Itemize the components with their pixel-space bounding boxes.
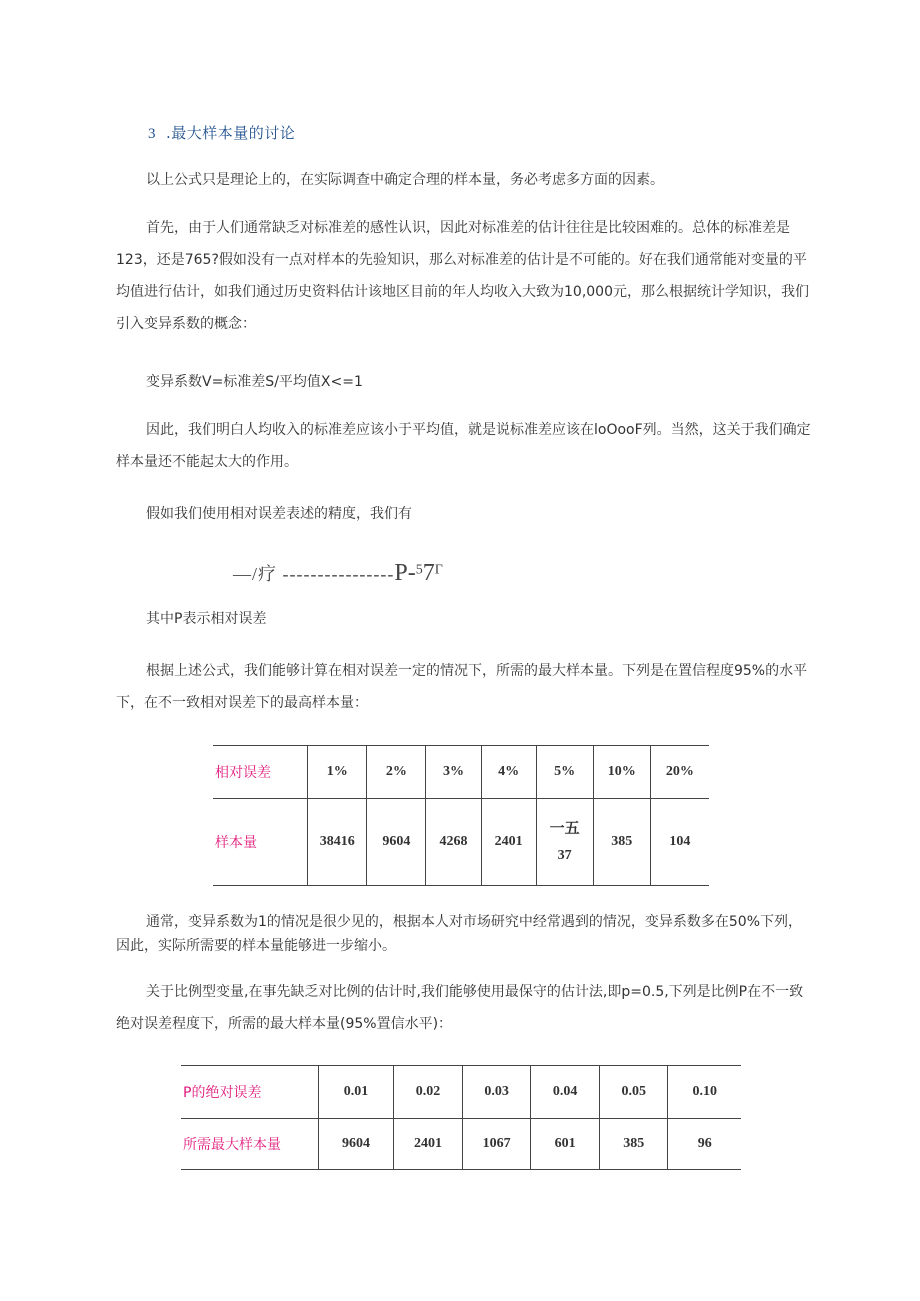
section-title: .最大样本量的讨论: [166, 124, 296, 142]
table-cell: 0.10: [668, 1066, 741, 1119]
table-cell: 1067: [462, 1119, 531, 1170]
stacked-line-2: 37: [557, 848, 572, 863]
table-cell: 385: [593, 799, 650, 886]
table-row: [213, 799, 709, 886]
paragraph-9: 关于比例型变量,在事先缺乏对比例的估计时,我们能够使用最保守的估计法,即p=0.5,下列是比例P在不一致绝对误差程度下，所需的最大样本量(95%置信水平)：: [116, 984, 804, 1032]
table-row: [181, 1119, 741, 1170]
paragraph-1: 以上公式只是理论上的，在实际调查中确定合理的样本量，务必考虑多方面的因素。: [146, 172, 664, 188]
paragraph-7: 根据上述公式，我们能够计算在相对误差一定的情况下，所需的最大样本量。下列是在置信程度95%的水平下，在不一致相对误差下的最高样本量：: [116, 663, 808, 711]
formula-superscript-2: Γ: [434, 562, 443, 578]
formula-part-3: 7: [422, 560, 435, 586]
table-cell: 2401: [481, 799, 536, 886]
formula-part-2: P-: [394, 560, 416, 586]
table-row-label: 所需最大样本量: [181, 1119, 318, 1170]
table-cell: 4%: [481, 746, 536, 799]
table-cell: 0.02: [394, 1066, 463, 1119]
paragraph-6: 其中P表示相对误差: [146, 611, 267, 627]
table-cell: 104: [650, 799, 709, 886]
table-cell: 10%: [593, 746, 650, 799]
table-row-label: 相对误差: [213, 746, 308, 799]
formula-superscript-1: 5: [415, 562, 423, 578]
table-cell: 385: [599, 1119, 668, 1170]
table-cell: 96: [668, 1119, 741, 1170]
absolute-error-table: [181, 1065, 741, 1170]
relative-error-table: [213, 745, 709, 886]
paragraph-8: 通常，变异系数为1的情况是很少见的，根据本人对市场研究中经常遇到的情况，变异系数多在50%下列，因此，实际所需要的样本量能够进一步缩小。: [116, 914, 803, 954]
table-cell: 0.04: [531, 1066, 600, 1119]
paragraph-2: 首先，由于人们通常缺乏对标准差的感性认识，因此对标准差的估计往往是比较困难的。总体的标准差是123，还是765?假如没有一点对样本的先验知识，那么对标准差的估计是不可能的。好在我们通常能对变量的平均值进行估计，如我们通过历史资料估计该地区目前的年人均收入大致为10,000元，那么根据统计学知识，我们引入变异系数的概念：: [116, 220, 809, 332]
table-cell: 9604: [367, 799, 426, 886]
table-cell: 2401: [394, 1119, 463, 1170]
table-cell: 1%: [308, 746, 367, 799]
stacked-line-1: 一五: [549, 819, 580, 837]
paragraph-3: 变异系数V=标准差S/平均值X<=1: [146, 374, 363, 390]
table-row-label: 样本量: [213, 799, 308, 886]
table-cell: 601: [531, 1119, 600, 1170]
section-number: 3: [148, 126, 156, 142]
paragraph-5: 假如我们使用相对误差表述的精度，我们有: [146, 506, 412, 522]
table-cell: 20%: [650, 746, 709, 799]
paragraph-4: 因此，我们明白人均收入的标准差应该小于平均值，就是说标准差应该在loOooF列。当然，这关于我们确定样本量还不能起太大的作用。: [116, 422, 811, 470]
table-row-label: P的绝对误差: [181, 1066, 318, 1119]
table-cell: 9604: [318, 1119, 394, 1170]
table-cell: 5%: [536, 746, 593, 799]
table-cell: 0.01: [318, 1066, 394, 1119]
table-cell-stacked: [536, 799, 593, 886]
table-cell: 38416: [308, 799, 367, 886]
table-cell: 4268: [426, 799, 481, 886]
formula-part-1: —/疗 ----------------: [233, 564, 395, 584]
table-cell: 0.05: [599, 1066, 668, 1119]
table-row: [213, 746, 709, 799]
formula: [233, 560, 443, 587]
table-row: [181, 1066, 741, 1119]
table-cell: 2%: [367, 746, 426, 799]
table-cell: 3%: [426, 746, 481, 799]
section-heading: [148, 122, 295, 143]
table-cell: 0.03: [462, 1066, 531, 1119]
